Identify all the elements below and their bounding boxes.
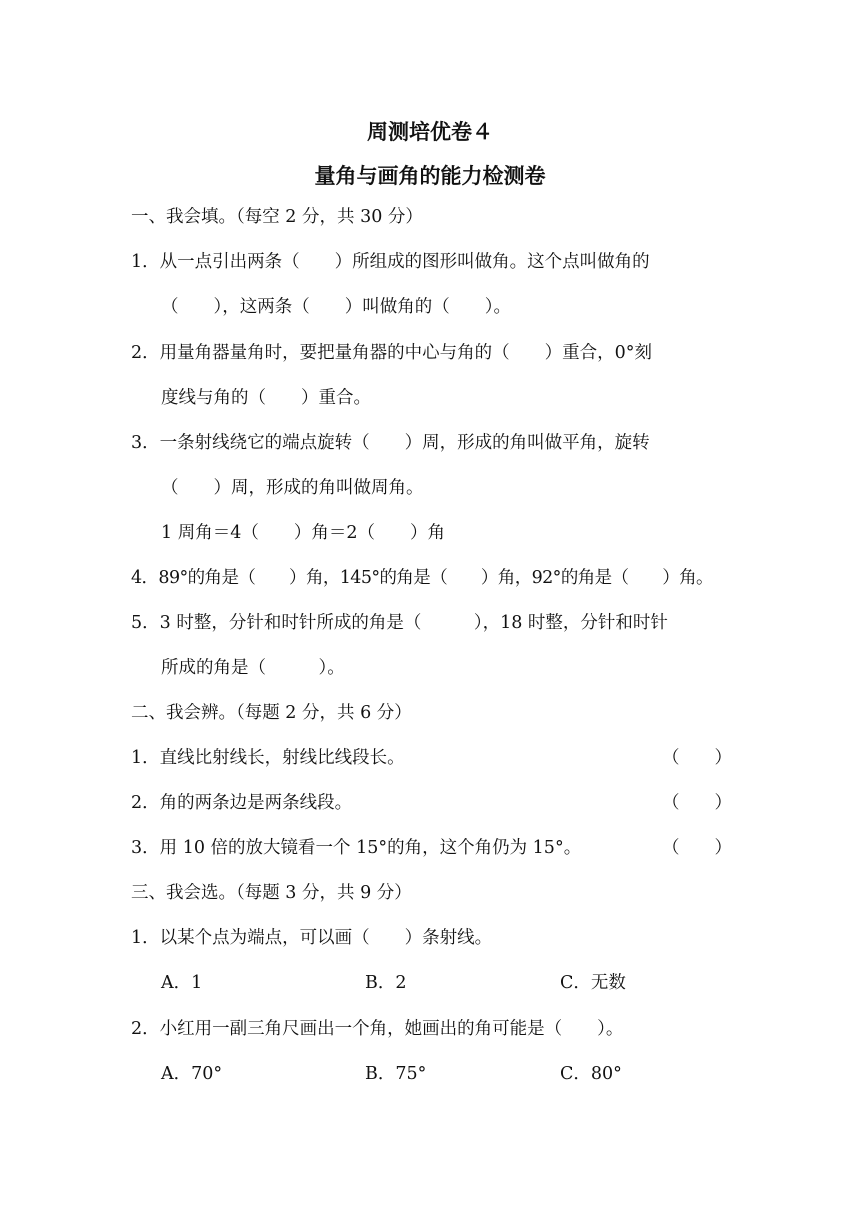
judge-blank-2: （ ）	[662, 793, 732, 813]
section3-heading: 三、我会选。（每题 3 分，共 9 分）	[131, 883, 412, 903]
choice-q2: 2．小红用一副三角尺画出一个角，她画出的角可能是（ ）。	[131, 1019, 624, 1039]
choice-q2-option-a: A．70°	[161, 1064, 223, 1084]
choice-q1: 1．以某个点为端点，可以画（ ）条射线。	[131, 928, 493, 948]
q3-line2: （ ）周，形成的角叫做周角。	[161, 478, 424, 498]
q3-line1: 3．一条射线绕它的端点旋转（ ）周，形成的角叫做平角，旋转	[131, 433, 650, 453]
q3-line3: 1 周角＝4（ ）角＝2（ ）角	[161, 523, 445, 543]
judge-blank-1: （ ）	[662, 748, 732, 768]
q2-line1: 2．用量角器量角时，要把量角器的中心与角的（ ）重合，0°刻	[131, 343, 653, 363]
section2-heading: 二、我会辨。（每题 2 分，共 6 分）	[131, 703, 412, 723]
choice-q1-option-a: A．1	[161, 973, 203, 993]
q1-line2: （ ），这两条（ ）叫做角的（ ）。	[161, 297, 511, 317]
q2-line2: 度线与角的（ ）重合。	[161, 388, 371, 408]
q1-line1: 1．从一点引出两条（ ）所组成的图形叫做角。这个点叫做角的	[131, 252, 650, 272]
q5-line2: 所成的角是（ ）。	[161, 658, 345, 678]
judge-item-1: 1．直线比射线长，射线比线段长。	[131, 748, 405, 768]
q4-line: 4．89°的角是（ ）角，145°的角是（ ）角，92°的角是（ ）角。	[131, 568, 713, 588]
choice-q2-option-b: B．75°	[365, 1064, 427, 1084]
q5-line1: 5．3 时整，分针和时针所成的角是（ ），18 时整，分针和时针	[131, 613, 668, 633]
judge-blank-3: （ ）	[662, 838, 732, 858]
judge-item-3: 3．用 10 倍的放大镜看一个 15°的角，这个角仍为 15°。	[131, 838, 582, 858]
judge-item-2: 2．角的两条边是两条线段。	[131, 793, 353, 813]
choice-q1-option-c: C．无数	[560, 973, 626, 993]
page-subtitle: 量角与画角的能力检测卷	[314, 164, 546, 188]
page-title: 周测培优卷４	[367, 120, 493, 144]
choice-q2-option-c: C．80°	[560, 1064, 622, 1084]
section1-heading: 一、我会填。（每空 2 分，共 30 分）	[131, 207, 423, 227]
choice-q1-option-b: B．2	[365, 973, 407, 993]
